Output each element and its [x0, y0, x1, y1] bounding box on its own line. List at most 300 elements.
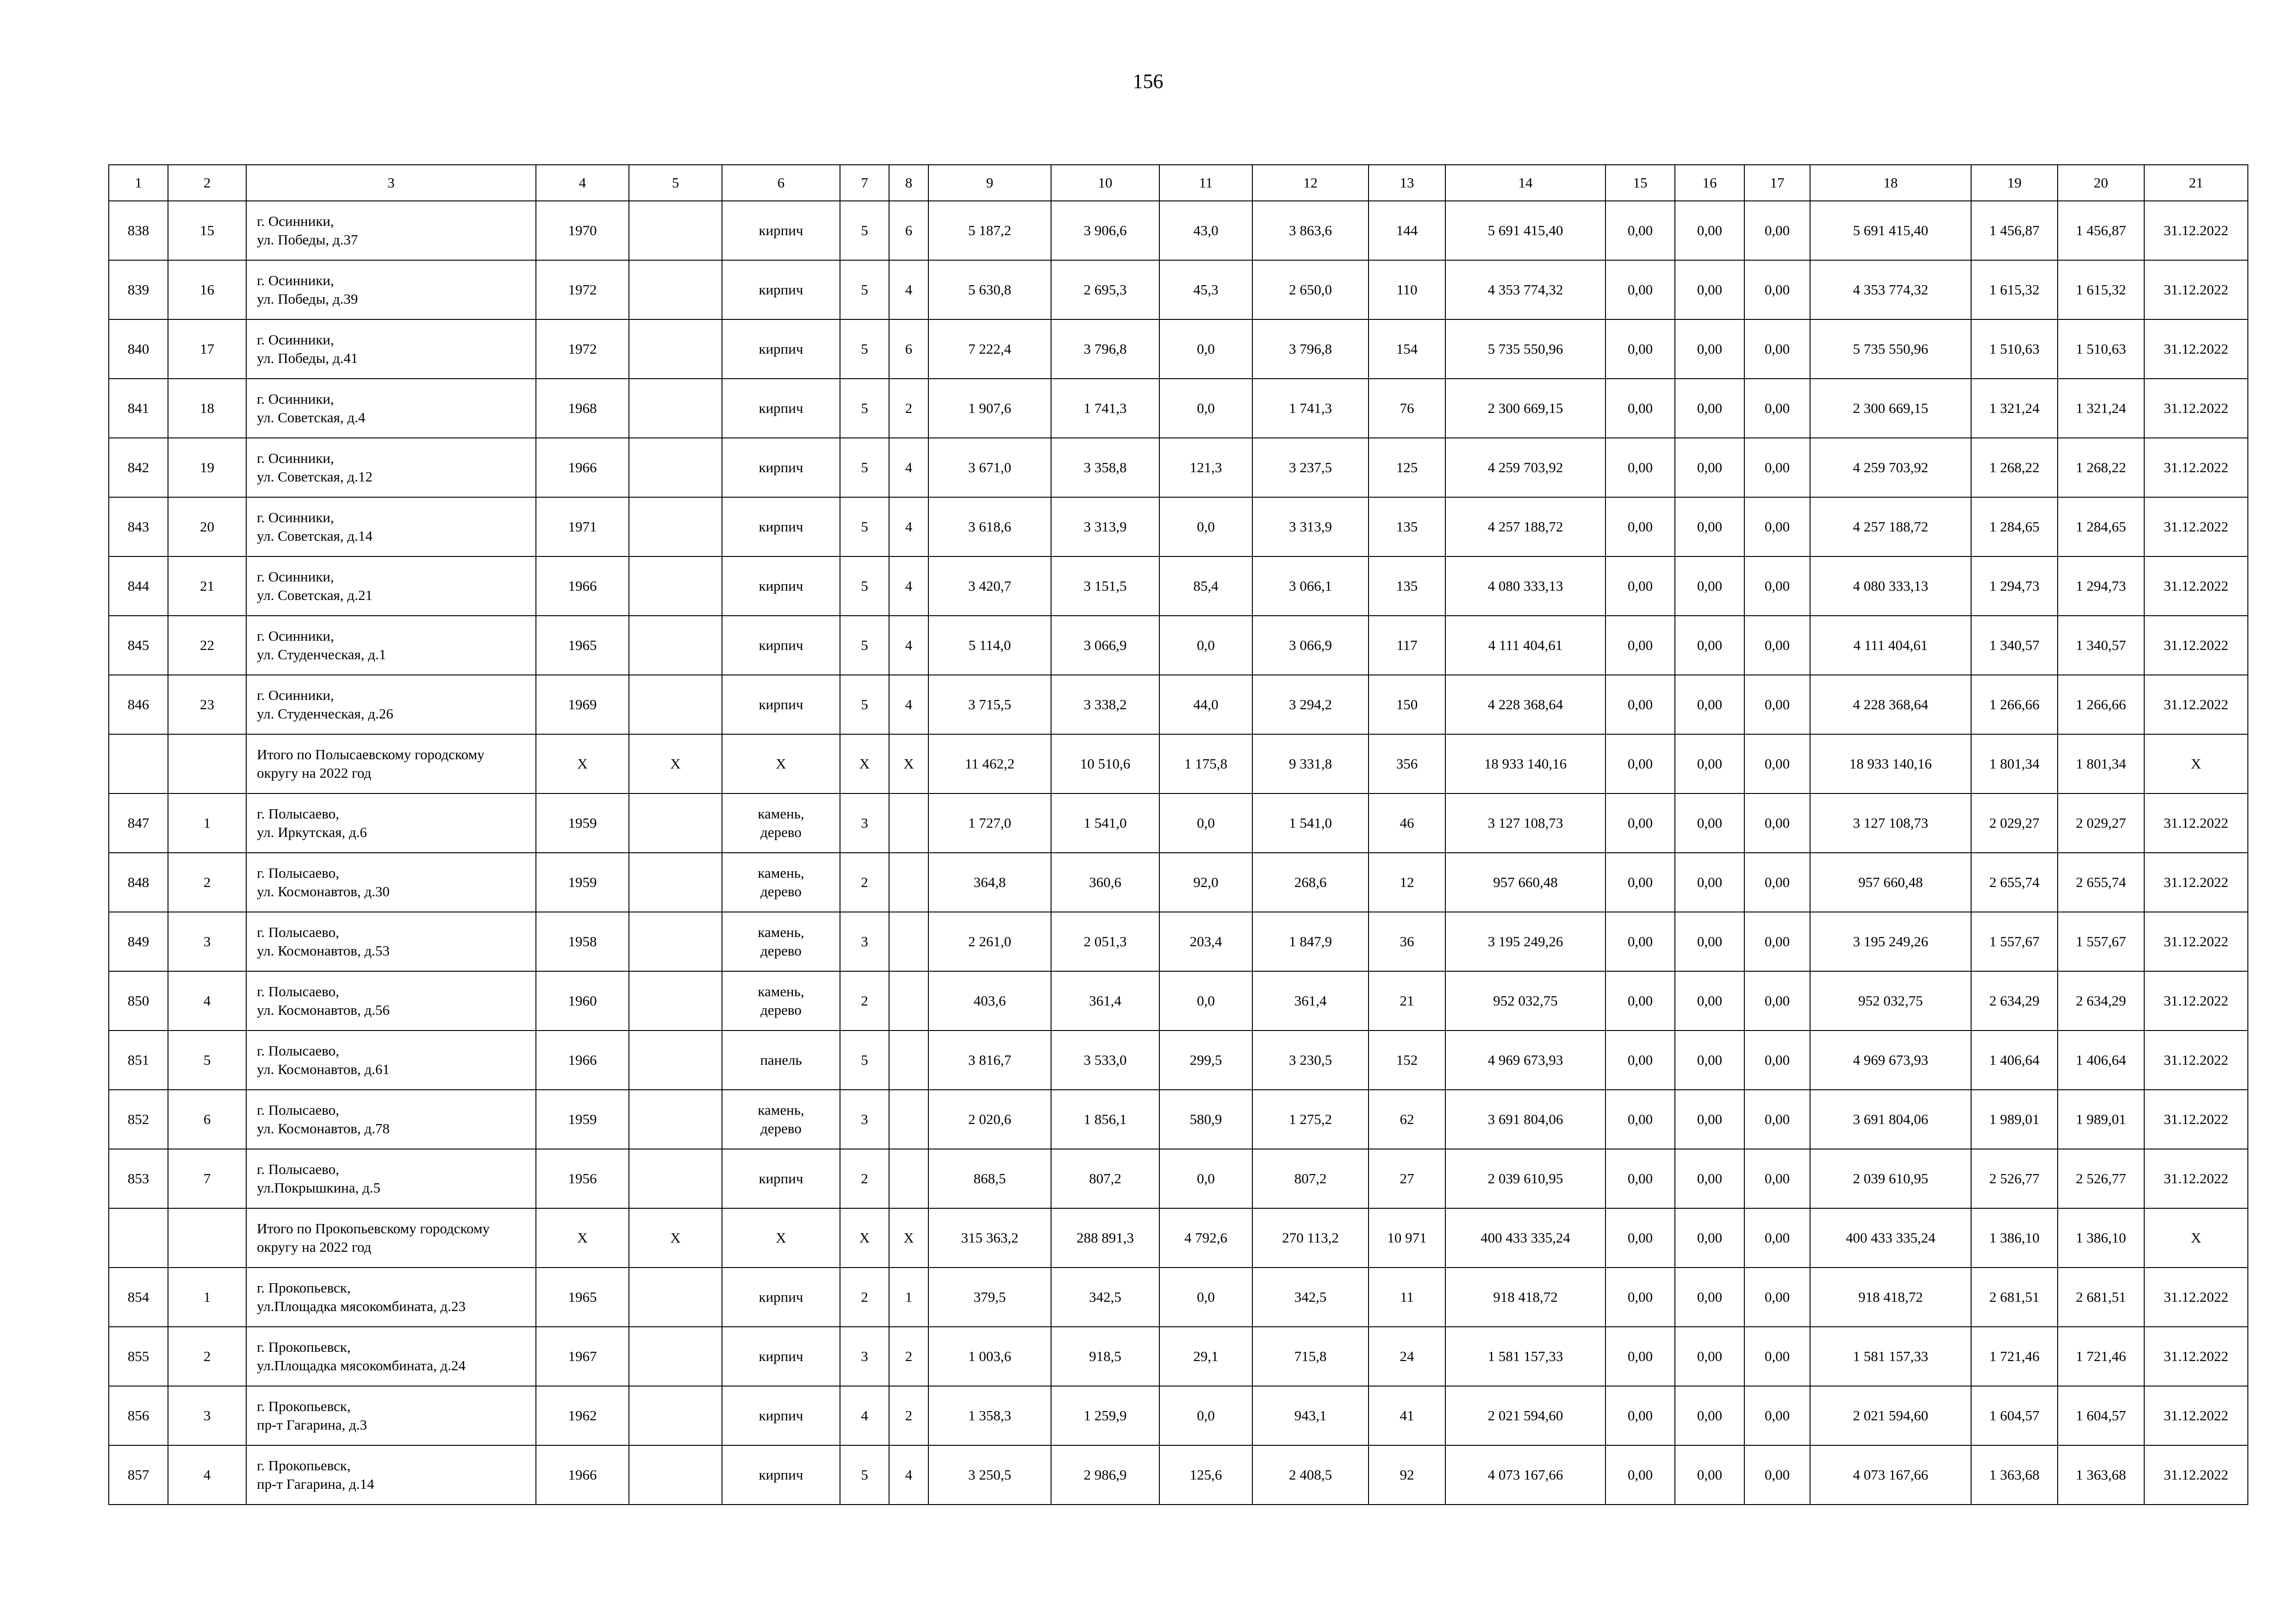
budget-amount: 0,00 [1675, 1386, 1744, 1445]
record-number: 842 [109, 438, 168, 497]
unit-cost: 1 801,34 [1971, 734, 2058, 793]
area-premises: 2 051,3 [1051, 912, 1159, 971]
material-line: дерево [760, 883, 802, 899]
material-line: кирпич [759, 1467, 803, 1483]
floors-count: 5 [840, 497, 889, 556]
wall-material [722, 616, 840, 675]
fund-amount: 0,00 [1605, 1386, 1675, 1445]
material-line: камень, [758, 983, 804, 999]
year-built: 1959 [536, 1090, 629, 1149]
total-area: 403,6 [928, 971, 1051, 1031]
address-line: г. Осинники, [257, 628, 334, 644]
wall-material [722, 497, 840, 556]
unit-cost-limit: 1 615,32 [2058, 260, 2144, 319]
address-cell [246, 1386, 536, 1445]
area-municipal: 45,3 [1159, 260, 1252, 319]
year-commissioned [629, 912, 722, 971]
local-number: 1 [168, 793, 246, 853]
material-line: дерево [760, 1002, 802, 1018]
residents-count: 12 [1369, 853, 1445, 912]
year-commissioned [629, 971, 722, 1031]
table-row [109, 616, 2248, 675]
entrances-count [889, 971, 928, 1031]
cost-total-repeat: 2 300 669,15 [1810, 379, 1971, 438]
fund-amount: 0,00 [1605, 1031, 1675, 1090]
area-municipal: 0,0 [1159, 1386, 1252, 1445]
column-header: 12 [1252, 165, 1369, 201]
address-cell [246, 1445, 536, 1505]
area-private: 342,5 [1252, 1268, 1369, 1327]
area-municipal: 44,0 [1159, 675, 1252, 734]
unit-cost-limit: 1 801,34 [2058, 734, 2144, 793]
area-municipal: 85,4 [1159, 556, 1252, 616]
local-number: 21 [168, 556, 246, 616]
material-line: дерево [760, 943, 802, 959]
year-commissioned [629, 319, 722, 379]
planned-date: 31.12.2022 [2144, 1327, 2248, 1386]
wall-material [722, 319, 840, 379]
area-private: 1 275,2 [1252, 1090, 1369, 1149]
unit-cost-limit: 2 526,77 [2058, 1149, 2144, 1208]
area-premises: 2 695,3 [1051, 260, 1159, 319]
total-area: 1 727,0 [928, 793, 1051, 853]
cost-total: 18 933 140,16 [1445, 734, 1605, 793]
residents-count: 92 [1369, 1445, 1445, 1505]
fund-amount: 0,00 [1605, 438, 1675, 497]
residents-count: 144 [1369, 201, 1445, 260]
cost-total: 952 032,75 [1445, 971, 1605, 1031]
unit-cost: 1 456,87 [1971, 201, 2058, 260]
address-line: ул. Космонавтов, д.56 [257, 1002, 390, 1018]
unit-cost: 1 340,57 [1971, 616, 2058, 675]
unit-cost-limit: 2 029,27 [2058, 793, 2144, 853]
table-row [109, 912, 2248, 971]
unit-cost-limit: 1 321,24 [2058, 379, 2144, 438]
address-cell [246, 1268, 536, 1327]
unit-cost-limit: 1 456,87 [2058, 201, 2144, 260]
area-premises: 3 151,5 [1051, 556, 1159, 616]
entrances-count [889, 1090, 928, 1149]
table-row [109, 1327, 2248, 1386]
address-line: г. Прокопьевск, [257, 1398, 351, 1414]
cost-total-repeat: 4 073 167,66 [1810, 1445, 1971, 1505]
local-number: 15 [168, 201, 246, 260]
fund-amount: 0,00 [1605, 616, 1675, 675]
record-number: 857 [109, 1445, 168, 1505]
planned-date: 31.12.2022 [2144, 497, 2248, 556]
fund-amount: 0,00 [1605, 1445, 1675, 1505]
address-cell [246, 1149, 536, 1208]
residents-count: 62 [1369, 1090, 1445, 1149]
planned-date: 31.12.2022 [2144, 675, 2248, 734]
local-number: 16 [168, 260, 246, 319]
cost-total: 4 257 188,72 [1445, 497, 1605, 556]
year-built: 1972 [536, 260, 629, 319]
column-header: 1 [109, 165, 168, 201]
owners-amount: 0,00 [1744, 734, 1810, 793]
floors-count: 3 [840, 793, 889, 853]
table-row [109, 1090, 2248, 1149]
year-built: X [536, 1208, 629, 1268]
fund-amount: 0,00 [1605, 675, 1675, 734]
column-header: 2 [168, 165, 246, 201]
column-header: 9 [928, 165, 1051, 201]
area-private: 3 066,9 [1252, 616, 1369, 675]
budget-amount: 0,00 [1675, 912, 1744, 971]
year-built: 1959 [536, 793, 629, 853]
cost-total-repeat: 2 039 610,95 [1810, 1149, 1971, 1208]
area-private: 361,4 [1252, 971, 1369, 1031]
record-number: 848 [109, 853, 168, 912]
area-municipal: 0,0 [1159, 793, 1252, 853]
planned-date: 31.12.2022 [2144, 201, 2248, 260]
cost-total: 4 259 703,92 [1445, 438, 1605, 497]
residents-count: 154 [1369, 319, 1445, 379]
year-commissioned [629, 438, 722, 497]
owners-amount: 0,00 [1744, 675, 1810, 734]
fund-amount: 0,00 [1605, 556, 1675, 616]
wall-material [722, 438, 840, 497]
planned-date: 31.12.2022 [2144, 616, 2248, 675]
address-line: г. Осинники, [257, 450, 334, 466]
total-area: 3 250,5 [928, 1445, 1051, 1505]
local-number: 4 [168, 1445, 246, 1505]
material-line: кирпич [759, 518, 803, 535]
year-commissioned [629, 616, 722, 675]
address-line: г. Полысаево, [257, 865, 339, 881]
year-built: 1956 [536, 1149, 629, 1208]
area-municipal: 580,9 [1159, 1090, 1252, 1149]
address-cell [246, 319, 536, 379]
floors-count: 2 [840, 971, 889, 1031]
residents-count: 76 [1369, 379, 1445, 438]
total-area: 5 114,0 [928, 616, 1051, 675]
owners-amount: 0,00 [1744, 1445, 1810, 1505]
unit-cost-limit: 1 268,22 [2058, 438, 2144, 497]
year-commissioned [629, 497, 722, 556]
address-line: ул. Космонавтов, д.53 [257, 943, 390, 959]
floors-count: 4 [840, 1386, 889, 1445]
total-area: 1 358,3 [928, 1386, 1051, 1445]
record-number [109, 734, 168, 793]
year-commissioned [629, 1268, 722, 1327]
planned-date: 31.12.2022 [2144, 260, 2248, 319]
column-header: 3 [246, 165, 536, 201]
column-header: 8 [889, 165, 928, 201]
owners-amount: 0,00 [1744, 1090, 1810, 1149]
address-line: ул. Советская, д.4 [257, 409, 366, 425]
entrances-count: 2 [889, 1386, 928, 1445]
area-premises: 2 986,9 [1051, 1445, 1159, 1505]
unit-cost-limit: 1 721,46 [2058, 1327, 2144, 1386]
material-line: кирпич [759, 637, 803, 653]
area-premises: 3 066,9 [1051, 616, 1159, 675]
entrances-count [889, 853, 928, 912]
record-number: 844 [109, 556, 168, 616]
fund-amount: 0,00 [1605, 379, 1675, 438]
fund-amount: 0,00 [1605, 201, 1675, 260]
total-area: 11 462,2 [928, 734, 1051, 793]
address-line: г. Осинники, [257, 509, 334, 525]
address-line: ул. Победы, д.39 [257, 291, 358, 307]
area-municipal: 0,0 [1159, 1268, 1252, 1327]
table-row [109, 1445, 2248, 1505]
cost-total: 3 127 108,73 [1445, 793, 1605, 853]
year-built: 1958 [536, 912, 629, 971]
address-line: округу на 2022 год [257, 1239, 372, 1255]
year-commissioned [629, 675, 722, 734]
material-line: кирпич [759, 341, 803, 357]
owners-amount: 0,00 [1744, 1327, 1810, 1386]
area-private: 3 313,9 [1252, 497, 1369, 556]
area-private: 1 741,3 [1252, 379, 1369, 438]
table-row [109, 1149, 2248, 1208]
local-number: 22 [168, 616, 246, 675]
planned-date: 31.12.2022 [2144, 379, 2248, 438]
area-premises: 1 856,1 [1051, 1090, 1159, 1149]
cost-total-repeat: 2 021 594,60 [1810, 1386, 1971, 1445]
budget-amount: 0,00 [1675, 1208, 1744, 1268]
owners-amount: 0,00 [1744, 319, 1810, 379]
planned-date: 31.12.2022 [2144, 1149, 2248, 1208]
floors-count: 3 [840, 912, 889, 971]
floors-count: 5 [840, 201, 889, 260]
total-area: 1 907,6 [928, 379, 1051, 438]
residents-count: 21 [1369, 971, 1445, 1031]
local-number [168, 734, 246, 793]
record-number: 847 [109, 793, 168, 853]
budget-amount: 0,00 [1675, 1031, 1744, 1090]
table-row [109, 1268, 2248, 1327]
area-premises: 3 358,8 [1051, 438, 1159, 497]
column-header: 18 [1810, 165, 1971, 201]
owners-amount: 0,00 [1744, 616, 1810, 675]
address-cell [246, 853, 536, 912]
wall-material [722, 971, 840, 1031]
record-number: 846 [109, 675, 168, 734]
cost-total-repeat: 18 933 140,16 [1810, 734, 1971, 793]
total-area: 364,8 [928, 853, 1051, 912]
budget-amount: 0,00 [1675, 556, 1744, 616]
unit-cost: 2 681,51 [1971, 1268, 2058, 1327]
year-built: 1962 [536, 1386, 629, 1445]
fund-amount: 0,00 [1605, 971, 1675, 1031]
area-private: 2 650,0 [1252, 260, 1369, 319]
planned-date: 31.12.2022 [2144, 1445, 2248, 1505]
area-municipal: 0,0 [1159, 379, 1252, 438]
floors-count: 5 [840, 1031, 889, 1090]
area-municipal: 203,4 [1159, 912, 1252, 971]
budget-amount: 0,00 [1675, 1090, 1744, 1149]
wall-material [722, 1268, 840, 1327]
area-municipal: 0,0 [1159, 497, 1252, 556]
local-number: 2 [168, 1327, 246, 1386]
budget-amount: 0,00 [1675, 675, 1744, 734]
area-premises: 3 533,0 [1051, 1031, 1159, 1090]
cost-total: 3 691 804,06 [1445, 1090, 1605, 1149]
area-premises: 3 906,6 [1051, 201, 1159, 260]
address-line: ул. Советская, д.12 [257, 468, 373, 485]
local-number: 3 [168, 912, 246, 971]
column-header: 16 [1675, 165, 1744, 201]
address-line: г. Прокопьевск, [257, 1457, 351, 1474]
address-line: ул. Советская, д.21 [257, 587, 373, 603]
unit-cost: 1 989,01 [1971, 1090, 2058, 1149]
area-municipal: 125,6 [1159, 1445, 1252, 1505]
unit-cost-limit: 1 386,10 [2058, 1208, 2144, 1268]
wall-material [722, 1090, 840, 1149]
record-number: 849 [109, 912, 168, 971]
area-private: 3 796,8 [1252, 319, 1369, 379]
wall-material [722, 912, 840, 971]
address-line: округу на 2022 год [257, 765, 372, 781]
area-municipal: 0,0 [1159, 616, 1252, 675]
address-line: ул.Площадка мясокомбината, д.23 [257, 1298, 466, 1314]
record-number: 853 [109, 1149, 168, 1208]
table-row [109, 201, 2248, 260]
area-premises: 1 741,3 [1051, 379, 1159, 438]
planned-date: X [2144, 1208, 2248, 1268]
cost-total: 5 735 550,96 [1445, 319, 1605, 379]
year-built: 1969 [536, 675, 629, 734]
area-private: 807,2 [1252, 1149, 1369, 1208]
residents-count: 356 [1369, 734, 1445, 793]
planned-date: 31.12.2022 [2144, 1268, 2248, 1327]
budget-amount: 0,00 [1675, 616, 1744, 675]
unit-cost: 2 029,27 [1971, 793, 2058, 853]
record-number: 838 [109, 201, 168, 260]
record-number [109, 1208, 168, 1268]
budget-amount: 0,00 [1675, 971, 1744, 1031]
material-line: кирпич [759, 1348, 803, 1364]
table-row [109, 793, 2248, 853]
fund-amount: 0,00 [1605, 1327, 1675, 1386]
owners-amount: 0,00 [1744, 1149, 1810, 1208]
local-number: 5 [168, 1031, 246, 1090]
year-commissioned [629, 379, 722, 438]
year-commissioned [629, 1327, 722, 1386]
total-area: 3 715,5 [928, 675, 1051, 734]
owners-amount: 0,00 [1744, 556, 1810, 616]
record-number: 850 [109, 971, 168, 1031]
planned-date: 31.12.2022 [2144, 793, 2248, 853]
unit-cost-limit: 1 266,66 [2058, 675, 2144, 734]
area-municipal: 0,0 [1159, 971, 1252, 1031]
cost-total: 4 073 167,66 [1445, 1445, 1605, 1505]
material-line: X [776, 1230, 786, 1246]
area-premises: 288 891,3 [1051, 1208, 1159, 1268]
unit-cost-limit: 1 989,01 [2058, 1090, 2144, 1149]
residents-count: 110 [1369, 260, 1445, 319]
area-private: 270 113,2 [1252, 1208, 1369, 1268]
record-number: 840 [109, 319, 168, 379]
material-line: X [776, 756, 786, 772]
address-cell [246, 616, 536, 675]
unit-cost: 2 655,74 [1971, 853, 2058, 912]
area-premises: 342,5 [1051, 1268, 1159, 1327]
residents-count: 117 [1369, 616, 1445, 675]
fund-amount: 0,00 [1605, 853, 1675, 912]
residents-count: 27 [1369, 1149, 1445, 1208]
planned-date: 31.12.2022 [2144, 971, 2248, 1031]
floors-count: 5 [840, 379, 889, 438]
budget-amount: 0,00 [1675, 853, 1744, 912]
floors-count: 5 [840, 616, 889, 675]
area-premises: 3 338,2 [1051, 675, 1159, 734]
address-cell [246, 912, 536, 971]
budget-amount: 0,00 [1675, 793, 1744, 853]
local-number: 23 [168, 675, 246, 734]
area-municipal: 29,1 [1159, 1327, 1252, 1386]
owners-amount: 0,00 [1744, 497, 1810, 556]
year-built: 1959 [536, 853, 629, 912]
total-area: 3 618,6 [928, 497, 1051, 556]
residents-count: 11 [1369, 1268, 1445, 1327]
cost-total-repeat: 957 660,48 [1810, 853, 1971, 912]
fund-amount: 0,00 [1605, 912, 1675, 971]
residents-count: 150 [1369, 675, 1445, 734]
planned-date: 31.12.2022 [2144, 1031, 2248, 1090]
address-cell [246, 971, 536, 1031]
cost-total: 4 228 368,64 [1445, 675, 1605, 734]
budget-amount: 0,00 [1675, 319, 1744, 379]
table-row [109, 438, 2248, 497]
cost-total-repeat: 4 353 774,32 [1810, 260, 1971, 319]
year-commissioned [629, 260, 722, 319]
floors-count: X [840, 734, 889, 793]
entrances-count [889, 1031, 928, 1090]
entrances-count: X [889, 734, 928, 793]
area-premises: 918,5 [1051, 1327, 1159, 1386]
local-number: 3 [168, 1386, 246, 1445]
owners-amount: 0,00 [1744, 1208, 1810, 1268]
column-header: 11 [1159, 165, 1252, 201]
unit-cost: 1 386,10 [1971, 1208, 2058, 1268]
address-line: г. Осинники, [257, 391, 334, 407]
area-premises: 3 796,8 [1051, 319, 1159, 379]
cost-total: 2 021 594,60 [1445, 1386, 1605, 1445]
unit-cost-limit: 1 510,63 [2058, 319, 2144, 379]
unit-cost-limit: 1 294,73 [2058, 556, 2144, 616]
address-cell [246, 260, 536, 319]
area-private: 1 847,9 [1252, 912, 1369, 971]
cost-total: 4 080 333,13 [1445, 556, 1605, 616]
area-private: 3 863,6 [1252, 201, 1369, 260]
address-line: г. Прокопьевск, [257, 1339, 351, 1355]
owners-amount: 0,00 [1744, 793, 1810, 853]
year-built: 1966 [536, 1031, 629, 1090]
total-area: 868,5 [928, 1149, 1051, 1208]
table-row [109, 971, 2248, 1031]
area-private: 9 331,8 [1252, 734, 1369, 793]
entrances-count [889, 793, 928, 853]
residents-count: 125 [1369, 438, 1445, 497]
wall-material [722, 793, 840, 853]
unit-cost: 1 266,66 [1971, 675, 2058, 734]
year-commissioned [629, 1149, 722, 1208]
planned-date: 31.12.2022 [2144, 556, 2248, 616]
unit-cost-limit: 2 655,74 [2058, 853, 2144, 912]
entrances-count: 2 [889, 1327, 928, 1386]
address-line: Итого по Полысаевскому городскому [257, 746, 485, 762]
floors-count: 3 [840, 1327, 889, 1386]
cost-total: 4 969 673,93 [1445, 1031, 1605, 1090]
fund-amount: 0,00 [1605, 260, 1675, 319]
budget-amount: 0,00 [1675, 734, 1744, 793]
area-municipal: 92,0 [1159, 853, 1252, 912]
total-area: 315 363,2 [928, 1208, 1051, 1268]
entrances-count: 4 [889, 260, 928, 319]
